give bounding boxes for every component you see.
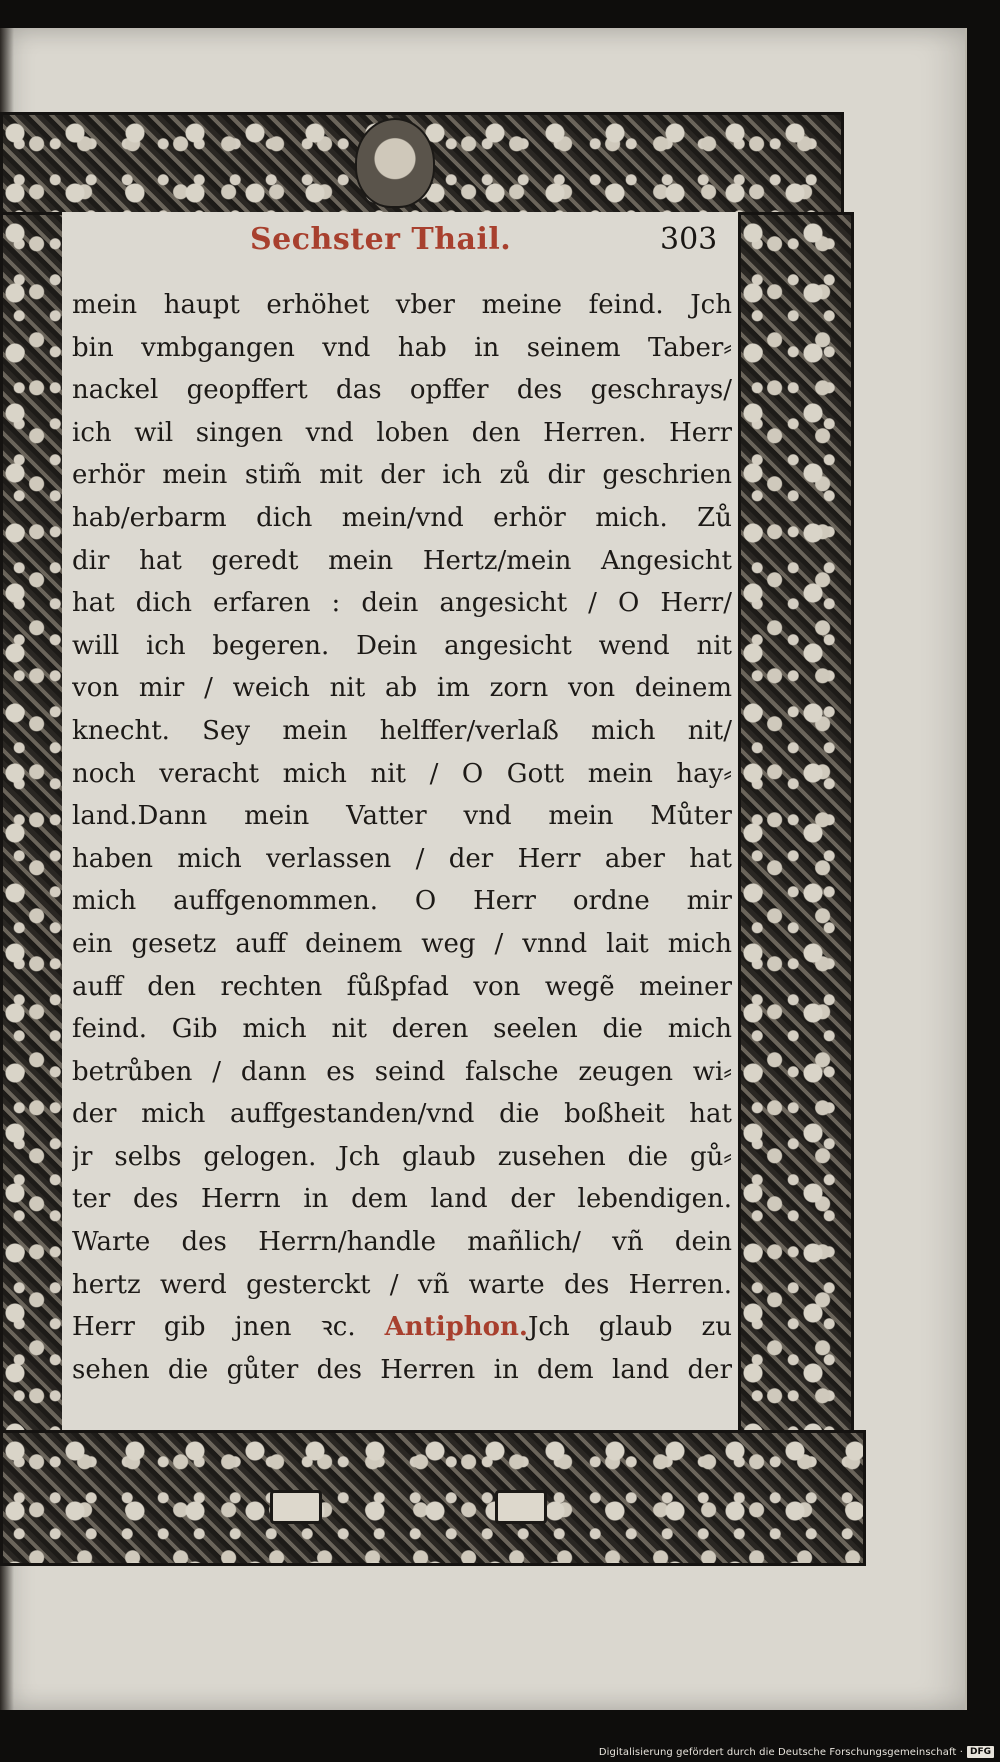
text-line: Warte des Herrn/handle mañlich/ vñ dein <box>72 1227 732 1258</box>
text-line: land.Dann mein Vatter vnd mein Můter <box>72 801 732 832</box>
text-line: ein gesetz auff deinem weg / vnnd lait mich <box>72 928 732 959</box>
text-line: dir hat geredt mein Hertz/mein Angesicht <box>72 545 732 576</box>
text-line: erhör mein stim̃ mit der ich zů dir geschrien <box>72 460 732 491</box>
woodcut-border-bottom <box>0 1430 866 1566</box>
text-line: hertz werd gesterckt / vñ warte des Herren. <box>72 1269 732 1300</box>
text-segment: Herr gib jnen ꝛc. <box>72 1312 385 1343</box>
text-line: auff den rechten fůßpfad von wegẽ meiner <box>72 971 732 1002</box>
text-line: will ich begeren. Dein angesicht wend nit <box>72 630 732 661</box>
scroll-frame-icon <box>270 1490 322 1524</box>
body-text <box>72 284 732 1391</box>
text-line: betrůben / dann es seind falsche zeugen wi⸗ <box>72 1056 732 1087</box>
text-line: noch veracht mich nit / O Gott mein hay⸗ <box>72 758 732 789</box>
dfg-credit: Digitalisierung gefördert durch die Deutsche Forschungsgemeinschaft · <box>598 1746 963 1758</box>
cherub-face-icon <box>355 118 435 208</box>
text-line-antiphon <box>72 1306 732 1349</box>
text-line: haben mich verlassen / der Herr aber hat <box>72 843 732 874</box>
text-line: mich auffgenommen. O Herr ordne mir <box>72 886 732 917</box>
page-header <box>250 222 718 272</box>
woodcut-border-right <box>738 212 854 1436</box>
text-line: hat dich erfaren : dein angesicht / O Herr/ <box>72 588 732 619</box>
text-segment: Jch glaub zu <box>527 1312 732 1343</box>
antiphon-rubric: Antiphon. <box>384 1312 528 1343</box>
text-line: ich wil singen vnd loben den Herren. Herr <box>72 417 732 448</box>
dfg-logo: DFG <box>967 1746 994 1758</box>
text-line: sehen die gůter des Herren in dem land der <box>72 1354 732 1385</box>
scroll-frame-icon <box>495 1490 547 1524</box>
woodcut-border-left <box>0 212 68 1436</box>
running-title: Sechster Thail. <box>250 222 512 257</box>
text-line: der mich auffgestanden/vnd die boßheit hat <box>72 1099 732 1130</box>
text-line: bin vmbgangen vnd hab in seinem Taber⸗ <box>72 332 732 363</box>
text-line: nackel geopffert das opffer des geschrays/ <box>72 375 732 406</box>
text-line: ter des Herrn in dem land der lebendigen. <box>72 1184 732 1215</box>
text-line: knecht. Sey mein helffer/verlaß mich nit/ <box>72 715 732 746</box>
digitization-footer <box>599 1746 994 1758</box>
text-line: mein haupt erhöhet vber meine feind. Jch <box>72 290 732 320</box>
text-line: hab/erbarm dich mein/vnd erhör mich. Zů <box>72 502 732 533</box>
text-line: feind. Gib mich nit deren seelen die mich <box>72 1014 732 1045</box>
page-number: 303 <box>660 222 718 257</box>
text-line: jr selbs gelogen. Jch glaub zusehen die gů⸗ <box>72 1141 732 1172</box>
text-line: von mir / weich nit ab im zorn von deinem <box>72 673 732 704</box>
